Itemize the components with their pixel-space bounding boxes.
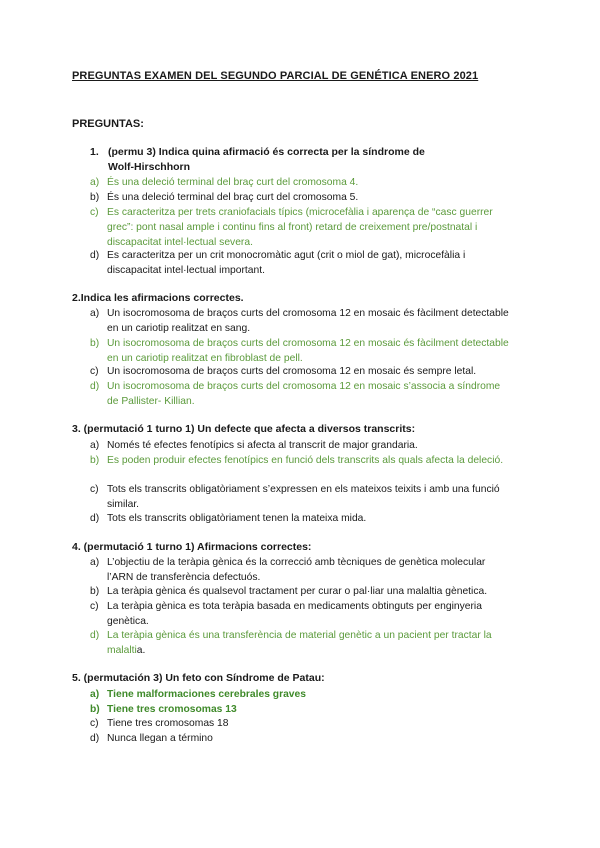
option-text: Es caracteritza per trets craniofacials típics (microcefàlia i aparença de “casc guerrer grec”: pont nasal ample i continu fins al front) retard de creixement pre/postnatal i discapacitat intel·lectual severa.: [107, 207, 493, 248]
question-1-text-line2: Wolf-Hirschhorn: [108, 161, 191, 173]
option-letter: a): [90, 177, 100, 188]
option-text: L’objectiu de la teràpia gènica és la correcció amb tècniques de genètica molecular l’ARN de transferència defectuós.: [107, 557, 486, 583]
option-letter: a): [90, 440, 100, 451]
question-2-title: 2.Indica les afirmacions correctes.: [72, 292, 244, 304]
option-letter: d): [90, 381, 100, 392]
option-letter: d): [90, 513, 100, 524]
q4-option-d: [90, 628, 510, 658]
option-text: Tots els transcrits obligatòriament s’expressen en els mateixos teixits i amb una funció similar.: [107, 484, 500, 510]
option-text: Tiene tres cromosomas 18: [107, 718, 229, 729]
question-1-text-line1: (permu 3) Indica quina afirmació és correcta per la síndrome de: [108, 146, 425, 158]
q2-option-d: [90, 379, 510, 409]
q2-option-c: [90, 364, 510, 379]
option-letter: c): [90, 366, 99, 377]
question-1-title: [90, 146, 425, 158]
option-text: Es poden produir efectes fenotípics en funció dels transcrits als quals afecta la deleció.: [107, 455, 504, 466]
document-title: PREGUNTAS EXAMEN DEL SEGUNDO PARCIAL DE GENÉTICA ENERO 2021: [72, 70, 479, 82]
option-letter: c): [90, 207, 99, 218]
option-text: Tiene malformaciones cerebrales graves: [107, 689, 306, 700]
q1-option-d: [90, 248, 510, 278]
section-heading: PREGUNTAS:: [72, 118, 144, 130]
option-text: Nunca llegan a término: [107, 733, 213, 744]
option-text: Només té efectes fenotípics si afecta al transcrit de major grandaria.: [107, 440, 418, 451]
q3-option-a: [90, 438, 510, 453]
option-text: Un isocromosoma de braços curts del cromosoma 12 en mosaic s’associa a síndrome de Pallister- Killian.: [107, 381, 501, 407]
option-letter: b): [90, 338, 100, 349]
option-letter: b): [90, 704, 100, 715]
option-text-green: La teràpia gènica és una transferència de material genètic a un pacient per tractar la malalti: [107, 630, 492, 656]
option-letter: b): [90, 192, 100, 203]
question-3-title: 3. (permutació 1 turno 1) Un defecte que afecta a diversos transcrits:: [72, 423, 416, 435]
q3-option-c: [90, 482, 510, 512]
q5-option-b: [90, 702, 510, 717]
q4-option-a: [90, 555, 510, 585]
option-letter: d): [90, 733, 100, 744]
q3-option-b: [90, 453, 510, 468]
q1-option-c: [90, 205, 510, 250]
option-text-tail: a.: [136, 645, 146, 656]
option-letter: a): [90, 308, 100, 319]
q5-option-c: [90, 716, 510, 731]
option-letter: a): [90, 557, 100, 568]
question-4-title: 4. (permutació 1 turno 1) Afirmacions correctes:: [72, 541, 312, 553]
option-letter: b): [90, 586, 100, 597]
option-text: Un isocromosoma de braços curts del cromosoma 12 en mosaic és sempre letal.: [107, 366, 477, 377]
question-5-title: 5. (permutación 3) Un feto con Síndrome de Patau:: [72, 672, 325, 684]
option-letter: b): [90, 455, 100, 466]
option-text: Un isocromosoma de braços curts del cromosoma 12 en mosaic és fàcilment detectable en un cariotip realitzat en sang.: [107, 308, 509, 334]
option-text: És una deleció terminal del braç curt del cromosoma 4.: [107, 177, 359, 188]
q5-option-a: [90, 687, 510, 702]
option-letter: d): [90, 250, 100, 261]
option-text: Tiene tres cromosomas 13: [107, 704, 237, 715]
q2-option-a: [90, 306, 510, 336]
q1-option-b: [90, 190, 510, 205]
option-letter: c): [90, 484, 99, 495]
q4-option-b: [90, 584, 510, 599]
q3-option-d: [90, 511, 510, 526]
option-text: La teràpia gènica es tota teràpia basada en medicaments obtinguts per enginyeria genètica.: [107, 601, 482, 627]
option-letter: c): [90, 601, 99, 612]
option-text: Tots els transcrits obligatòriament tenen la mateixa mida.: [107, 513, 367, 524]
q1-option-a: [90, 175, 510, 190]
option-text: Un isocromosoma de braços curts del cromosoma 12 en mosaic és fàcilment detectable en un cariotip realitzat en fibroblast de pell.: [107, 338, 509, 364]
q4-option-c: [90, 599, 510, 629]
option-text: Es caracteritza per un crit monocromàtic agut (crit o miol de gat), microcefàlia i discapacitat intel·lectual important.: [107, 250, 466, 276]
option-letter: c): [90, 718, 99, 729]
q5-option-d: [90, 731, 510, 746]
option-text: És una deleció terminal del braç curt del cromosoma 5.: [107, 192, 359, 203]
option-text: La teràpia gènica és qualsevol tractament per curar o pal·liar una malaltia gènetica.: [107, 586, 488, 597]
option-letter: d): [90, 630, 100, 641]
question-1-number: 1.: [90, 146, 99, 158]
option-text: [107, 628, 510, 658]
option-letter: a): [90, 689, 100, 700]
q2-option-b: [90, 336, 510, 366]
